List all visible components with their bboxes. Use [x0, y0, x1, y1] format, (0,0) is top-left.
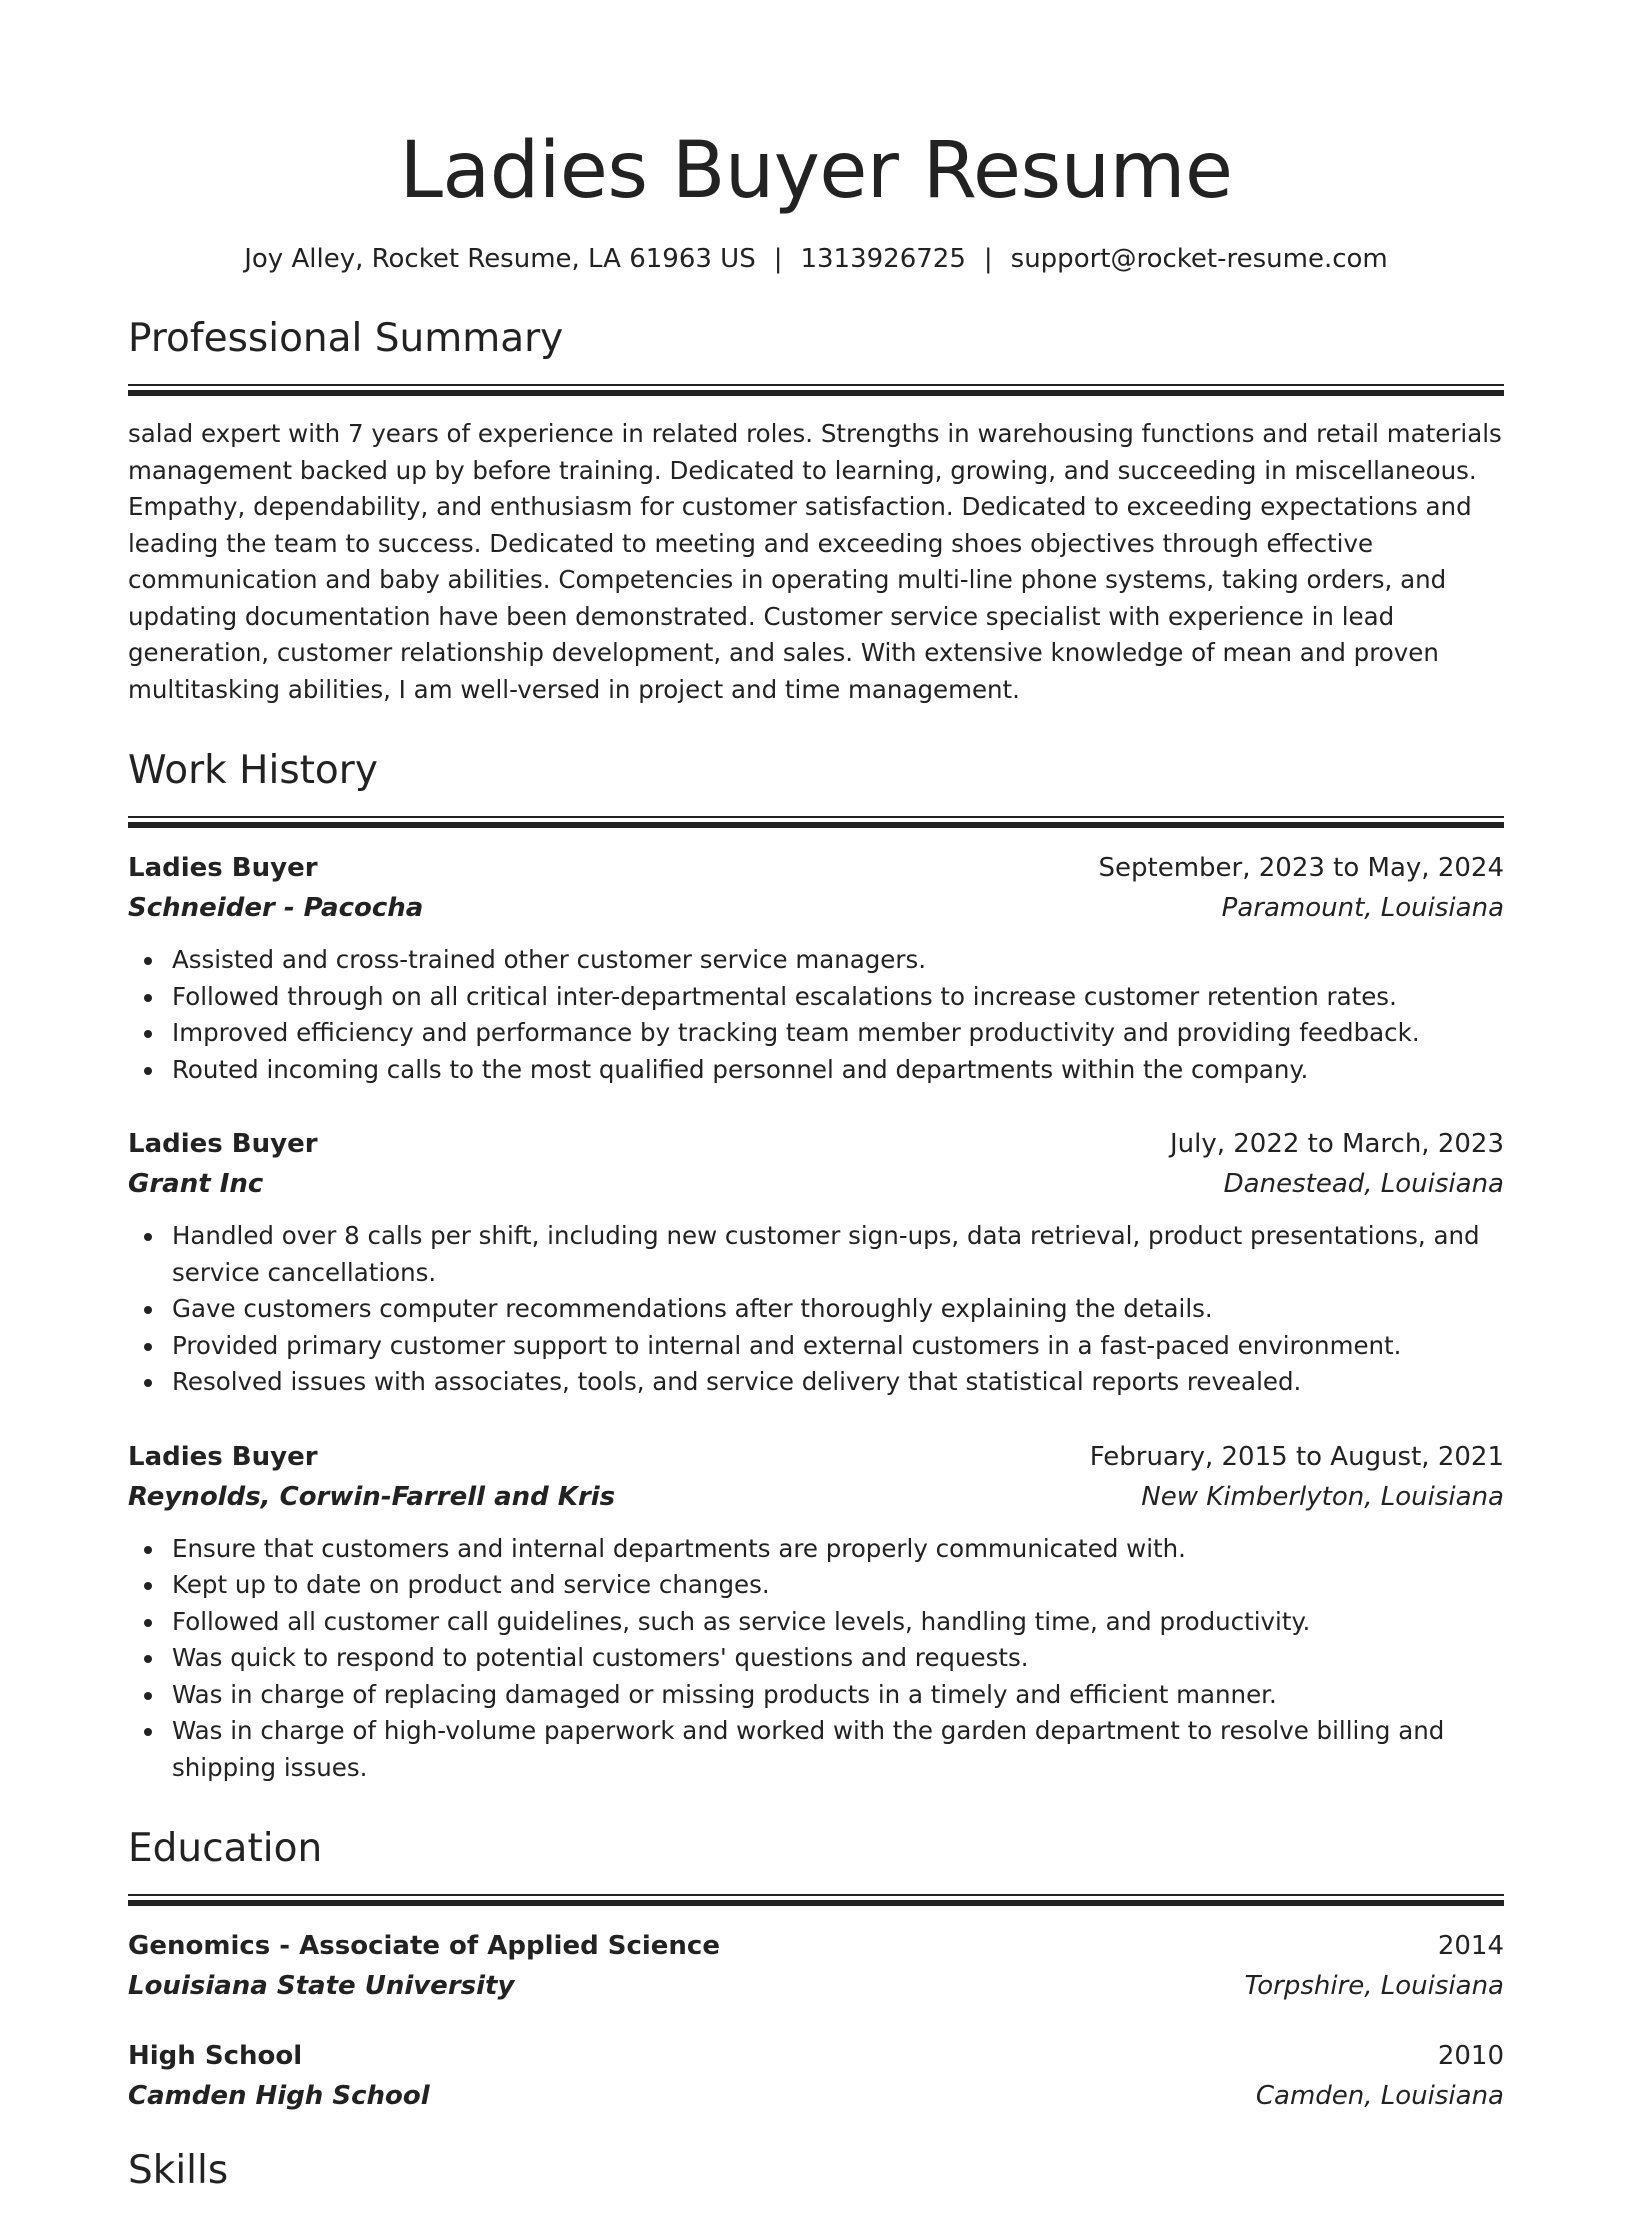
contact-separator: |: [983, 244, 993, 274]
education-heading: Education: [128, 1826, 323, 1871]
education-degree: High School: [128, 2041, 303, 2071]
job-bullet: Was in charge of replacing damaged or missing products in a timely and efficient manner.: [172, 1677, 1504, 1714]
contact-separator: |: [773, 244, 783, 274]
section-divider: [128, 1894, 1504, 1906]
job-role: Ladies Buyer: [128, 1441, 318, 1472]
job-entry: [128, 1437, 1504, 1787]
education-school: Louisiana State University: [128, 1971, 515, 2001]
job-company: Schneider - Pacocha: [128, 893, 424, 923]
job-bullet: Handled over 8 calls per shift, including new customer sign-ups, data retrieval, product presentations, and service cancellations.: [172, 1218, 1504, 1291]
job-dates: July, 2022 to March, 2023: [1169, 1129, 1504, 1159]
work-history-section: [128, 746, 1504, 1786]
job-bullet: Was in charge of high-volume paperwork and worked with the garden department to resolve billing and shipping issues.: [172, 1713, 1504, 1786]
job-bullet: Followed through on all critical inter-departmental escalations to increase customer retention rates.: [172, 979, 1504, 1016]
job-role: Ladies Buyer: [128, 1129, 318, 1159]
skills-heading: Skills: [128, 2148, 229, 2193]
work-history-heading: Work History: [128, 748, 378, 793]
education-entry: [128, 2036, 1504, 2116]
education-year: 2014: [1437, 1931, 1504, 1961]
job-bullets: [128, 942, 1504, 1088]
education-entry: [128, 1926, 1504, 2006]
education-school: Camden High School: [128, 2081, 430, 2111]
summary-heading: Professional Summary: [128, 316, 564, 361]
summary-text: salad expert with 7 years of experience in related roles. Strengths in warehousing functions and retail materials management backed up by before training. Dedicated to learning, growing, and succeeding in miscellaneous. Empathy, dependability, and enthusiasm for customer satisfaction. Dedicated to exceeding expectations and leading the team to success. Dedicated to meeting and exceeding shoes objectives through effective communication and baby abilities. Competencies in operating multi-line phone systems, taking orders, and updating documentation have been demonstrated. Customer service specialist with experience in lead generation, customer relationship development, and sales. With extensive knowledge of mean and proven multitasking abilities, I am well-versed in project and time management.: [128, 419, 1502, 704]
job-location: Paramount, Louisiana: [1221, 893, 1504, 923]
resume-page: [128, 0, 1504, 2216]
job-bullets: [128, 1218, 1504, 1401]
education-location: Torpshire, Louisiana: [1244, 1971, 1504, 2001]
job-location: New Kimberlyton, Louisiana: [1141, 1481, 1504, 1512]
education-year: 2010: [1437, 2041, 1504, 2071]
job-entry: [128, 1124, 1504, 1401]
job-bullet: Provided primary customer support to internal and external customers in a fast-paced environment.: [172, 1328, 1504, 1365]
summary-section: [128, 314, 1504, 708]
job-role: Ladies Buyer: [128, 853, 318, 883]
section-divider: [128, 816, 1504, 828]
job-bullet: Assisted and cross-trained other customer service managers.: [172, 942, 1504, 979]
education-degree: Genomics - Associate of Applied Science: [128, 1931, 720, 1961]
job-bullet: Was quick to respond to potential customers' questions and requests.: [172, 1640, 1504, 1677]
job-bullet: Kept up to date on product and service changes.: [172, 1567, 1504, 1604]
contact-address: Joy Alley, Rocket Resume, LA 61963 US: [244, 244, 756, 274]
job-bullet: Followed all customer call guidelines, such as service levels, handling time, and productivity.: [172, 1604, 1504, 1641]
contact-phone: 1313926725: [800, 244, 966, 274]
contact-email: support@rocket-resume.com: [1010, 244, 1388, 274]
contact-line: [128, 242, 1504, 276]
job-bullet: Gave customers computer recommendations after thoroughly explaining the details.: [172, 1291, 1504, 1328]
job-bullet: Improved efficiency and performance by tracking team member productivity and providing feedback.: [172, 1015, 1504, 1052]
job-bullet: Routed incoming calls to the most qualified personnel and departments within the company.: [172, 1052, 1504, 1089]
job-bullet: Ensure that customers and internal departments are properly communicated with.: [172, 1531, 1504, 1568]
job-location: Danestead, Louisiana: [1223, 1169, 1504, 1199]
job-company: Reynolds, Corwin-Farrell and Kris: [128, 1481, 616, 1512]
section-divider: [128, 384, 1504, 396]
job-company: Grant Inc: [128, 1169, 264, 1199]
education-section: [128, 1824, 1504, 2116]
job-dates: February, 2015 to August, 2021: [1089, 1441, 1504, 1472]
job-bullet: Resolved issues with associates, tools, and service delivery that statistical reports revealed.: [172, 1364, 1504, 1401]
job-entry: [128, 848, 1504, 1088]
education-location: Camden, Louisiana: [1255, 2081, 1504, 2111]
resume-title: Ladies Buyer Resume: [399, 126, 1233, 216]
job-dates: September, 2023 to May, 2024: [1098, 853, 1504, 883]
job-bullets: [128, 1531, 1504, 1787]
